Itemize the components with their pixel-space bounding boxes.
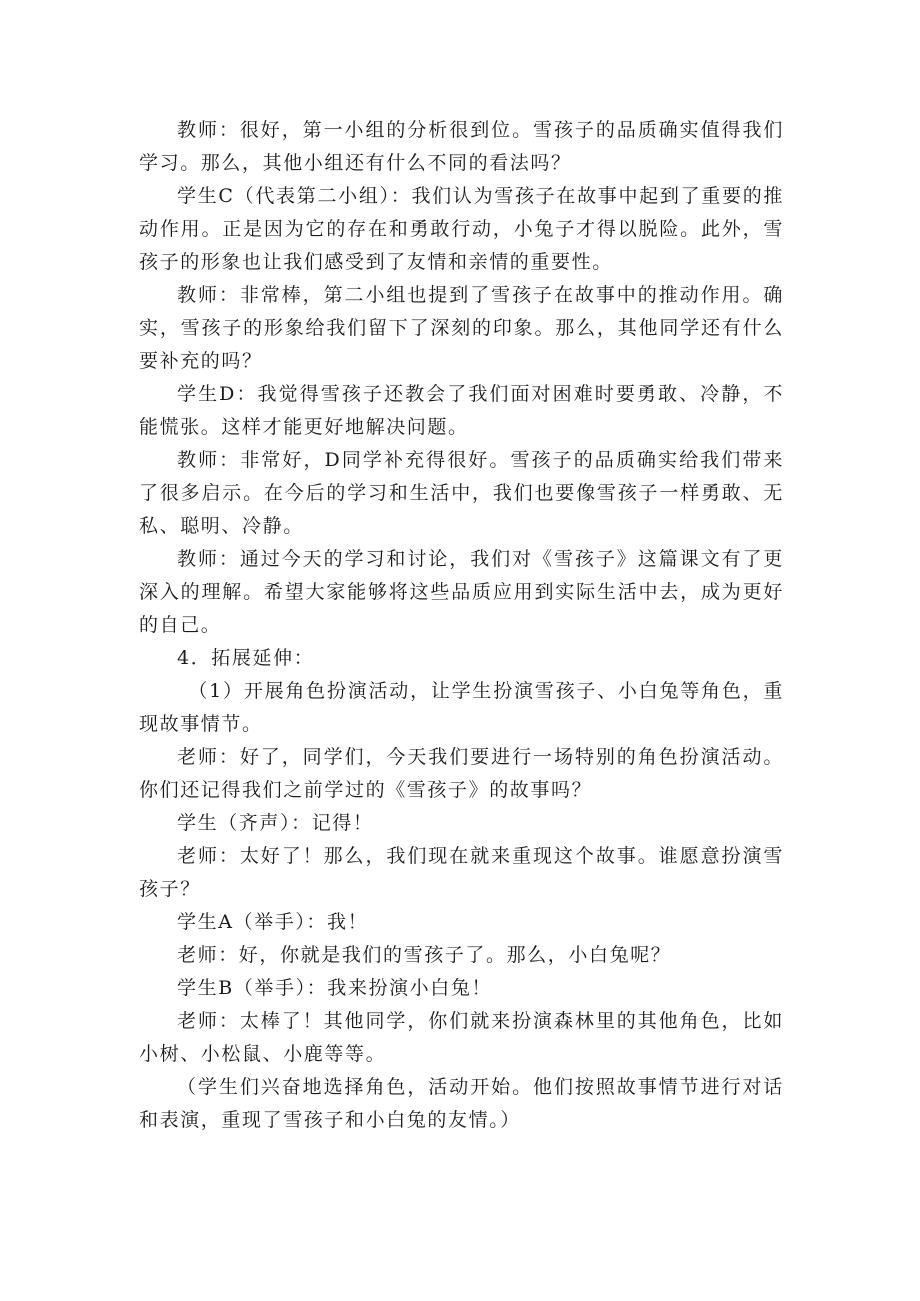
paragraph-teacher-intro-roleplay: 老师：好了，同学们，今天我们要进行一场特别的角色扮演活动。你们还记得我们之前学过的《雪孩子》的故事吗？: [139, 746, 784, 801]
document-body: [139, 114, 784, 1137]
paragraph-student-d: 学生D：我觉得雪孩子还教会了我们面对困难时要勇敢、冷静，不能慌张。这样才能更好地解决问题。: [139, 383, 784, 438]
paragraph-activity-roleplay: （1）开展角色扮演活动，让学生扮演雪孩子、小白兔等角色，重现故事情节。: [139, 680, 784, 735]
paragraph-teacher-who-rabbit: 老师：好，你就是我们的雪孩子了。那么，小白兔呢？: [177, 944, 672, 966]
paragraph-teacher-praise-d: 教师：非常好，D同学补充得很好。雪孩子的品质确实给我们带来了很多启示。在今后的学习和生活中，我们也要像雪孩子一样勇敢、无私、聪明、冷静。: [139, 449, 784, 537]
paragraph-student-b: 学生B（举手）：我来扮演小白兔！: [177, 977, 493, 999]
paragraph-activity-narration: （学生们兴奋地选择角色，活动开始。他们按照故事情节进行对话和表演，重现了雪孩子和小白兔的友情。）: [139, 1076, 784, 1131]
paragraph-teacher-other-roles: 老师：太棒了！其他同学，你们就来扮演森林里的其他角色，比如小树、小松鼠、小鹿等等。: [139, 1010, 784, 1065]
paragraph-teacher-who-snow-child: 老师：太好了！那么，我们现在就来重现这个故事。谁愿意扮演雪孩子？: [139, 845, 784, 900]
paragraph-teacher-praise-group1: 教师：很好，第一小组的分析很到位。雪孩子的品质确实值得我们学习。那么，其他小组还有什么不同的看法吗？: [139, 119, 784, 174]
paragraph-teacher-summary: 教师：通过今天的学习和讨论，我们对《雪孩子》这篇课文有了更深入的理解。希望大家能够将这些品质应用到实际生活中去，成为更好的自己。: [139, 548, 784, 636]
paragraph-students-chorus: 学生（齐声）：记得！: [177, 812, 374, 834]
paragraph-teacher-praise-group2: 教师：非常棒，第二小组也提到了雪孩子在故事中的推动作用。确实，雪孩子的形象给我们留下了深刻的印象。那么，其他同学还有什么要补充的吗？: [139, 284, 784, 372]
section-heading-extension: 4．拓展延伸：: [177, 647, 315, 669]
paragraph-student-a: 学生A（举手）：我！: [177, 911, 369, 933]
paragraph-student-c: 学生C（代表第二小组）：我们认为雪孩子在故事中起到了重要的推动作用。正是因为它的存在和勇敢行动，小兔子才得以脱险。此外，雪孩子的形象也让我们感受到了友情和亲情的重要性。: [139, 185, 784, 273]
